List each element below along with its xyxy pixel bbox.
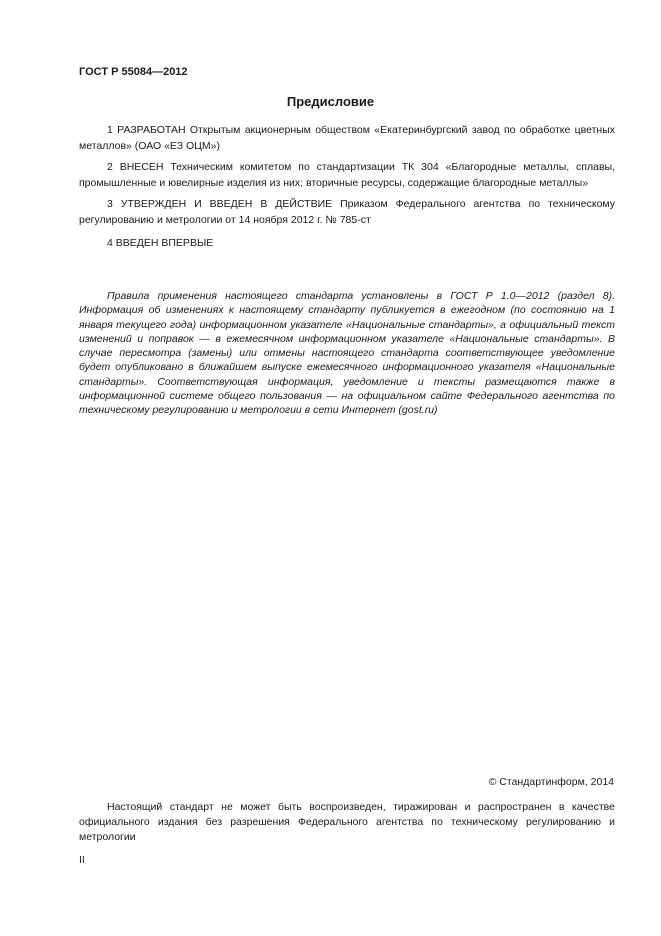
preface-item-3 bbox=[79, 196, 615, 228]
preface-item-text: 4 ВВЕДЕН ВПЕРВЫЕ bbox=[107, 237, 214, 249]
notice-text: Правила применения настоящего стандарта установлены в ГОСТ Р 1.0—2012 (раздел 8). Информация об изменениях к настоящему стандарту публикуется в ежегодном (по состоянию на 1 января текущего года) информационном указателе «Национальные стандарты», а официальный текст изменений и поправок — в ежемесячном информационном указателе «Национальные стандарты». В случае пересмотра (замены) или отмены настоящего стандарта соответствующее уведомление будет опубликовано в ближайшем выпуске ежемесячного информационного указателя «Национальные стандарты». Соответствующая информация, уведомление и тексты размещаются также в информационной системе общего пользования — на официальном сайте Федерального агентства по техническому регулированию и метрологии в сети Интернет (gost.ru) bbox=[79, 290, 615, 417]
reproduction-notice bbox=[79, 800, 615, 845]
copyright-line: © Стандартинформ, 2014 bbox=[488, 776, 614, 788]
preface-item-4 bbox=[79, 235, 615, 251]
preface-item-text: 3 УТВЕРЖДЕН И ВВЕДЕН В ДЕЙСТВИЕ Приказом Федерального агентства по техническому регулированию и метрологии от 14 ноября 2012 г. № 785-ст bbox=[79, 198, 615, 226]
footer-text: Настоящий стандарт не может быть воспроизведен, тиражирован и распространен в качестве официального издания без разрешения Федерального агентства по техническому регулированию и метрологии bbox=[79, 801, 615, 843]
application-notice bbox=[79, 289, 615, 418]
page-number: II bbox=[79, 854, 85, 866]
preface-item-text: 1 РАЗРАБОТАН Открытым акционерным обществом «Екатеринбургский завод по обработке цветных металлов» (ОАО «ЕЗ ОЦМ») bbox=[79, 124, 615, 152]
document-code: ГОСТ Р 55084—2012 bbox=[79, 66, 188, 78]
preface-item-2 bbox=[79, 159, 615, 191]
preface-item-1 bbox=[79, 122, 615, 154]
page-title: Предисловие bbox=[286, 94, 375, 109]
preface-item-text: 2 ВНЕСЕН Техническим комитетом по стандартизации ТК 304 «Благородные металлы, сплавы, промышленные и ювелирные изделия из них; вторичные ресурсы, содержащие благородные металлы» bbox=[79, 161, 615, 189]
